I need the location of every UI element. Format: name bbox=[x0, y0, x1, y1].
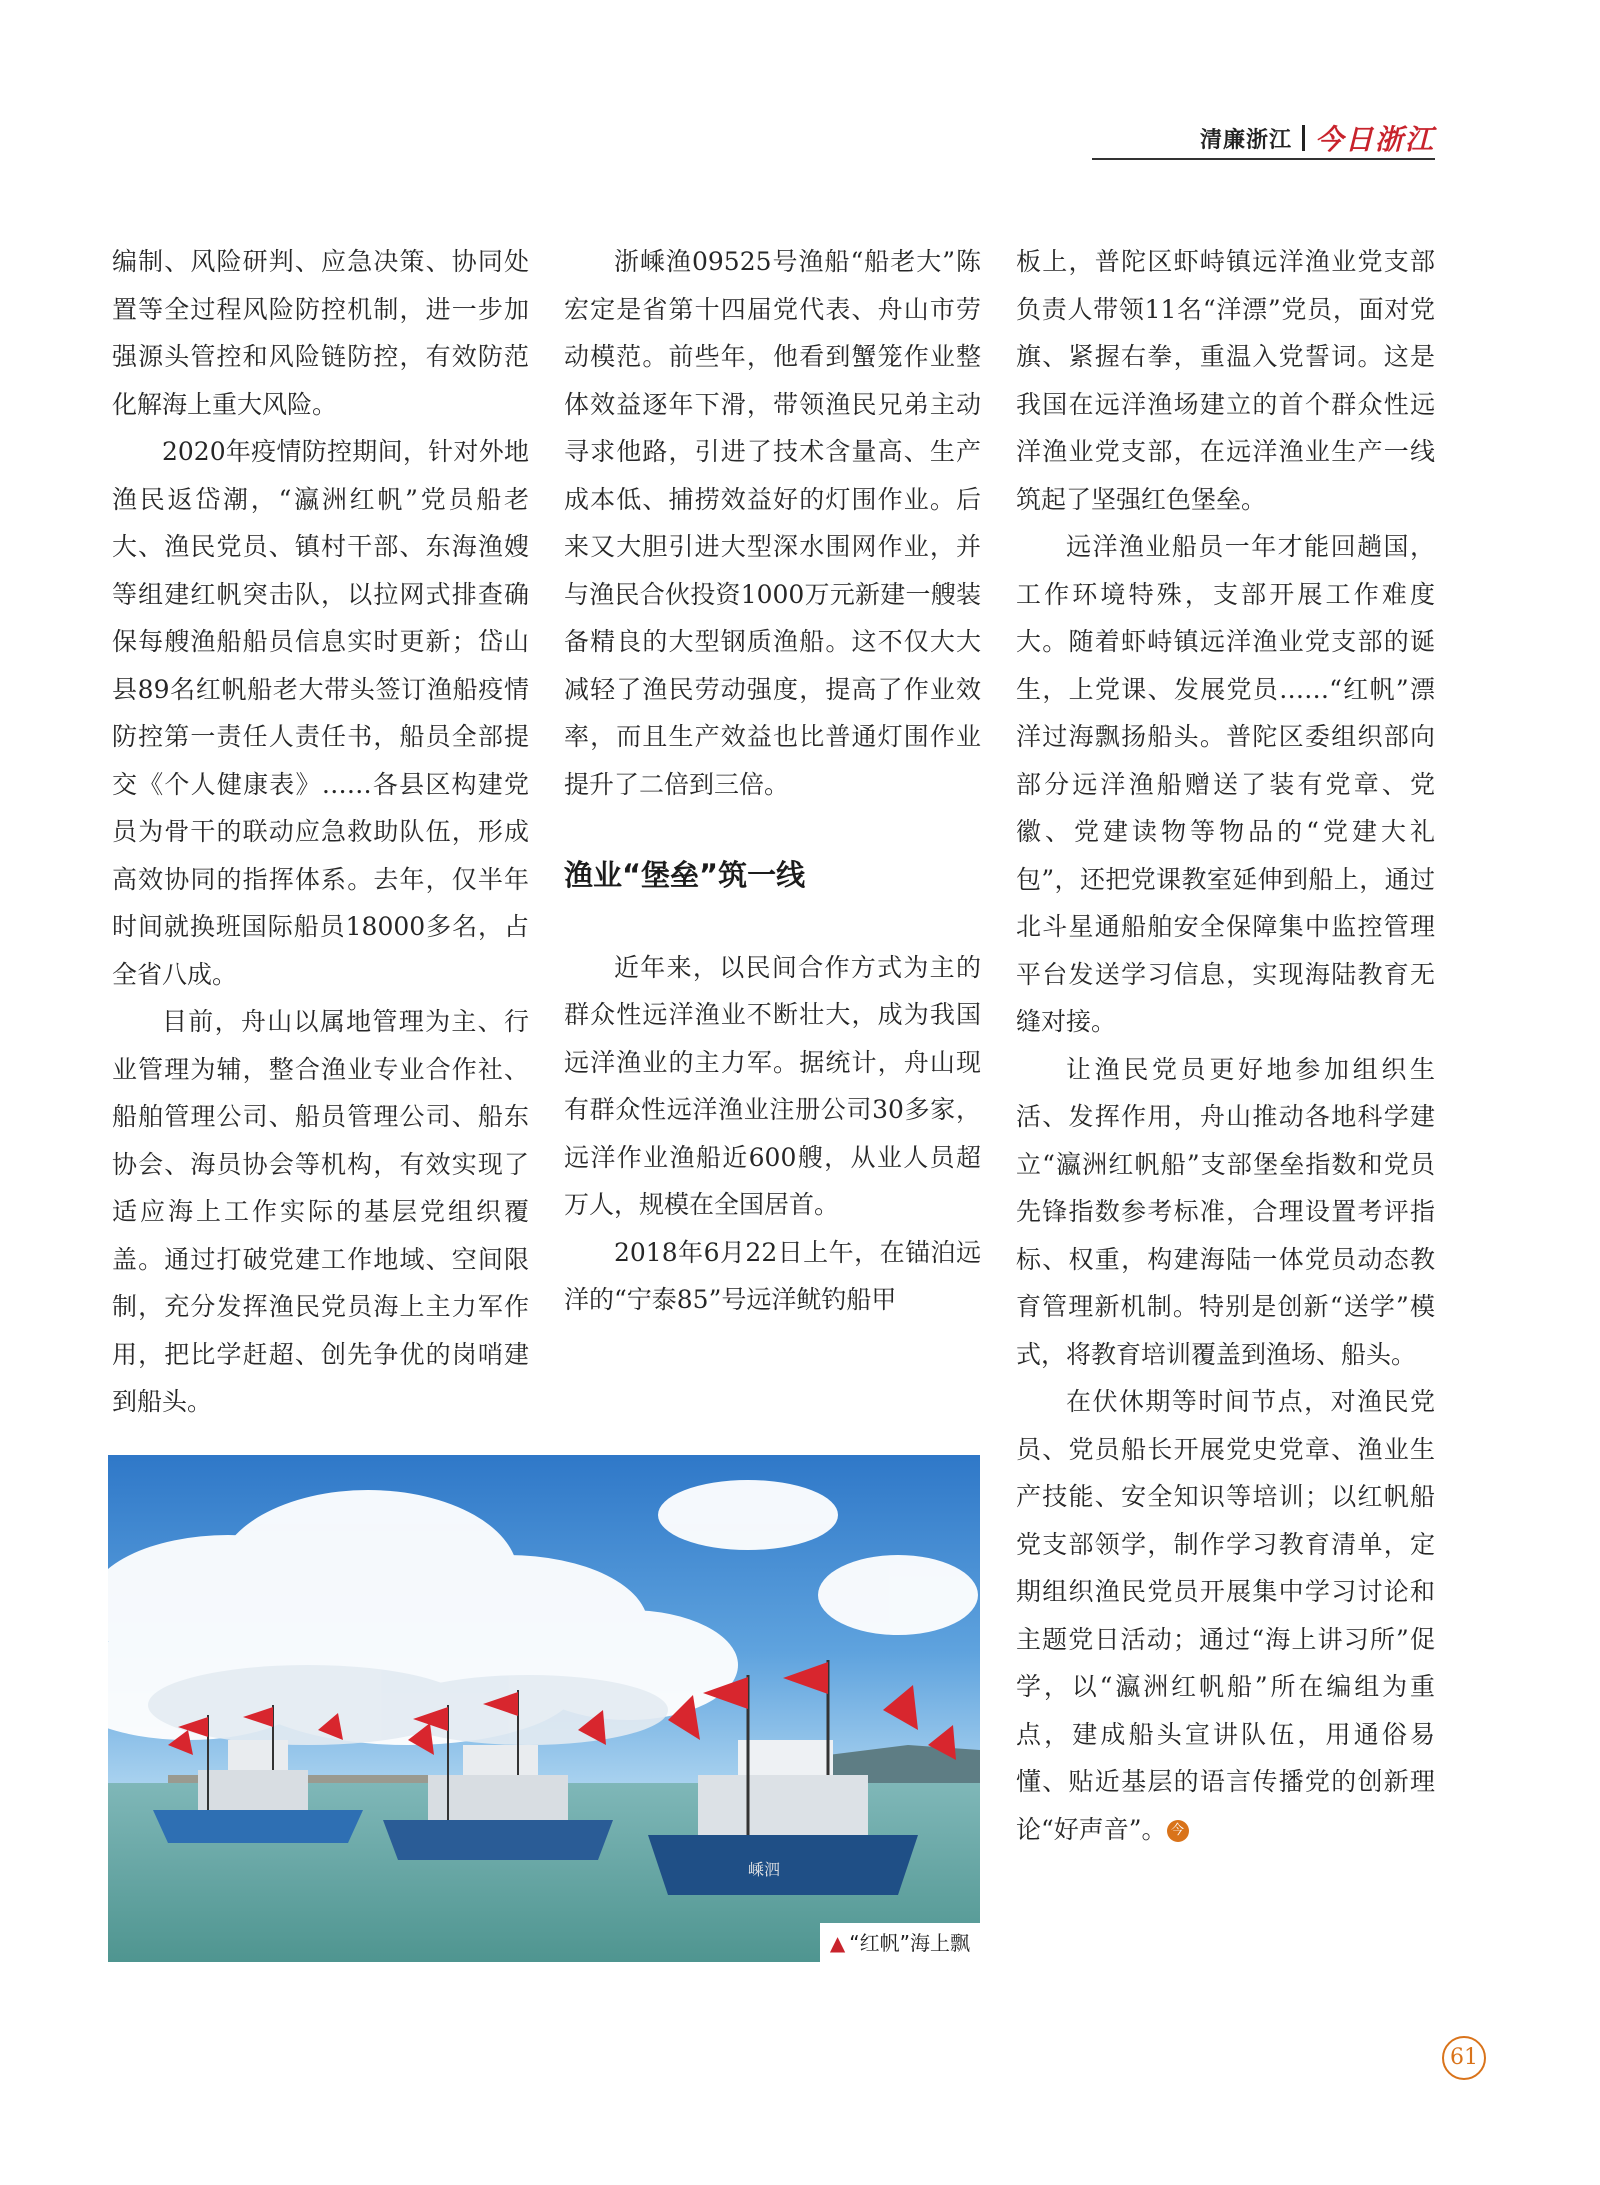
magazine-logo: 今日浙江 bbox=[1314, 123, 1435, 156]
paragraph: 远洋渔业船员一年才能回趟国，工作环境特殊，支部开展工作难度大。随着虾峙镇远洋渔业党支部的诞生，上党课、发展党员……“红帆”漂洋过海飘扬船头。普陀区委组织部向部分远洋渔船赠送了装有党章、党徽、党建读物等物品的“党建大礼包”，还把党课教室延伸到船上，通过北斗星通船舶安全保障集中监控管理平台发送学习信息，实现海陆教育无缝对接。 bbox=[1016, 532, 1435, 1036]
paragraph: 让渔民党员更好地参加组织生活、发挥作用，舟山推动各地科学建立“瀛洲红帆船”支部堡垒指数和党员先锋指数参考标准，合理设置考评指标、权重，构建海陆一体党员动态教育管理新机制。特别是创新“送学”模式，将教育培训覆盖到渔场、船头。 bbox=[1016, 1054, 1435, 1369]
header-rule bbox=[1092, 158, 1435, 160]
fishing-boats-image bbox=[108, 1455, 980, 1962]
article-photo bbox=[108, 1455, 980, 1962]
article-end-icon: 今 bbox=[1167, 1820, 1189, 1842]
paragraph-text: 在伏休期等时间节点，对渔民党员、党员船长开展党史党章、渔业生产技能、安全知识等培训；以红帆船党支部领学，制作学习教育清单，定期组织渔民党员开展集中学习讨论和主题党日活动；通过“海上讲习所”促学，以“瀛洲红帆船”所在编组为重点，建成船头宣讲队伍，用通俗易懂、贴近基层的语言传播党的创新理论“好声音”。 bbox=[1016, 1387, 1435, 1844]
caption-text: “红帆”海上飘 bbox=[849, 1931, 970, 1955]
page-header bbox=[1200, 118, 1435, 158]
page-number: 61 bbox=[1442, 2036, 1486, 2080]
paragraph: 2018年6月22日上午，在锚泊远洋的“宁泰85”号远洋鱿钓船甲 bbox=[564, 1237, 981, 1314]
section-title: 清廉浙江 bbox=[1199, 127, 1292, 153]
paragraph: 浙嵊渔09525号渔船“船老大”陈宏定是省第十四届党代表、舟山市劳动模范。前些年，他看到蟹笼作业整体效益逐年下滑，带领渔民兄弟主动寻求他路，引进了技术含量高、生产成本低、捕捞效益好的灯围作业。后来又大胆引进大型深水围网作业，并与渔民合伙投资1000万元新建一艘装备精良的大型钢质渔船。这不仅大大减轻了渔民劳动强度，提高了作业效率，而且生产效益也比普通灯围作业提升了二倍到三倍。 bbox=[564, 247, 981, 799]
photo-caption bbox=[820, 1923, 980, 1962]
paragraph: 编制、风险研判、应急决策、协同处置等全过程风险防控机制，进一步加强源头管控和风险链防控，有效防范化解海上重大风险。 bbox=[112, 247, 529, 419]
section-heading: 渔业“堡垒”筑一线 bbox=[564, 858, 806, 892]
caption-triangle-icon: ▲ bbox=[829, 1931, 846, 1955]
paragraph: 近年来，以民间合作方式为主的群众性远洋渔业不断壮大，成为我国远洋渔业的主力军。据统计，舟山现有群众性远洋渔业注册公司30多家，远洋作业渔船近600艘，从业人员超万人，规模在全国居首。 bbox=[564, 952, 981, 1219]
paragraph: 目前，舟山以属地管理为主、行业管理为辅，整合渔业专业合作社、船舶管理公司、船员管理公司、船东协会、海员协会等机构，有效实现了适应海上工作实际的基层党组织覆盖。通过打破党建工作地域、空间限制，充分发挥渔民党员海上主力军作用，把比学赶超、创先争优的岗哨建到船头。 bbox=[112, 1007, 529, 1416]
paragraph bbox=[1016, 1378, 1435, 1853]
header-divider bbox=[1302, 125, 1305, 151]
ship-name: 嵊泗 bbox=[748, 1860, 781, 1879]
paragraph: 板上，普陀区虾峙镇远洋渔业党支部负责人带领11名“洋漂”党员，面对党旗、紧握右拳，重温入党誓词。这是我国在远洋渔场建立的首个群众性远洋渔业党支部，在远洋渔业生产一线筑起了坚强红色堡垒。 bbox=[1016, 247, 1435, 514]
article-column-3 bbox=[1016, 238, 1435, 1853]
article-column-1 bbox=[112, 238, 529, 1426]
paragraph: 2020年疫情防控期间，针对外地渔民返岱潮，“瀛洲红帆”党员船老大、渔民党员、镇村干部、东海渔嫂等组建红帆突击队，以拉网式排查确保每艘渔船船员信息实时更新；岱山县89名红帆船老大带头签订渔船疫情防控第一责任人责任书，船员全部提交《个人健康表》……各县区构建党员为骨干的联动应急救助队伍，形成高效协同的指挥体系。去年，仅半年时间就换班国际船员18000多名，占全省八成。 bbox=[112, 437, 529, 989]
article-column-2 bbox=[564, 238, 981, 1324]
